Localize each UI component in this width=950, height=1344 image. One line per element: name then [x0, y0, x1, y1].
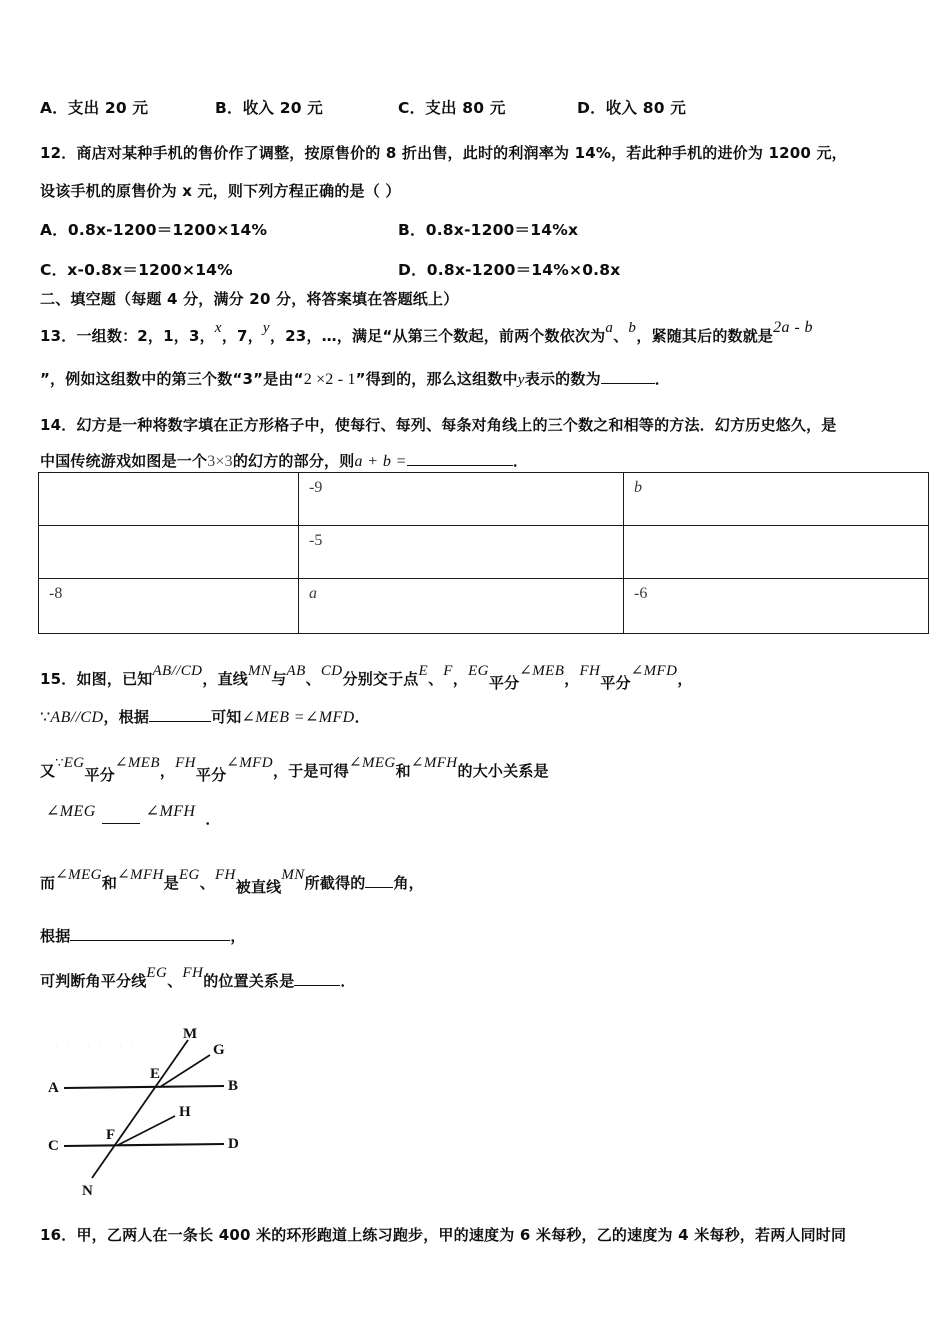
- q15-point-f: F: [443, 663, 453, 679]
- label-G: G: [213, 1042, 225, 1058]
- q15-text-10: 平分: [600, 674, 631, 692]
- q12-line-1: 12．商店对某种手机的售价作了调整，按原售价的 8 折出售，此时的利润率为 14%，若此种手机的进价为 1200 元，: [40, 144, 847, 162]
- q15-text-23: 而: [40, 874, 56, 892]
- q11-option-a-text: 支出 20 元: [67, 99, 149, 117]
- q15-fh-1: FH: [579, 663, 601, 679]
- q15-fh-4: FH: [182, 965, 204, 981]
- q13-line-1: [40, 319, 813, 346]
- q15-text-19: ，于是可得: [272, 762, 349, 780]
- q15-line-1: [40, 663, 693, 692]
- q15-text-28: 所截得的: [304, 874, 366, 892]
- q15-angle-mfh-1: ∠MFH: [410, 755, 458, 771]
- q15-text-35: ．: [340, 972, 356, 990]
- cell-r2c1[interactable]: [39, 526, 299, 579]
- q12-option-a-text: 0.8x‑1200＝1200×14%: [67, 221, 268, 239]
- q11-options-row: [40, 96, 920, 122]
- q15-ab-1: AB: [286, 663, 306, 679]
- section-2-heading: 二、填空题（每题 4 分，满分 20 分，将答案填在答题纸上）: [40, 290, 459, 308]
- q15-text-8: 平分: [488, 674, 520, 692]
- q13-formula-2a-b: 2a - b: [773, 319, 813, 336]
- q15-text-9: ，: [564, 670, 580, 688]
- q11-option-a[interactable]: [40, 96, 148, 118]
- label-M: M: [183, 1026, 198, 1042]
- line-mn: [92, 1040, 188, 1178]
- q15-point-e: E: [418, 663, 429, 679]
- q15-line-2: [40, 706, 370, 727]
- line-cd: [64, 1144, 224, 1146]
- q15-angle-meg-2: ∠MEG: [46, 803, 96, 820]
- q13-var-y-2: y: [517, 372, 525, 388]
- cell-r3c2[interactable]: a: [299, 579, 624, 634]
- geometry-figure: [40, 1018, 310, 1203]
- q11-option-d-text: 收入 80 元: [605, 99, 687, 117]
- q15-fh-3: FH: [214, 867, 236, 883]
- q15-line-4: [46, 800, 221, 828]
- q15-eg-4: EG: [146, 965, 168, 981]
- q15-text-32: 可判断角平分线: [40, 972, 147, 990]
- q11-option-b-text: 收入 20 元: [242, 99, 323, 117]
- q15-text-12: ，根据: [103, 708, 150, 726]
- q15-text-1: 15．如图，已知: [40, 670, 153, 688]
- q11-option-d[interactable]: [577, 96, 686, 118]
- q13-var-x: x: [214, 320, 222, 336]
- q15-text-15: 又: [40, 762, 56, 780]
- q15-blank-3[interactable]: [70, 927, 230, 941]
- q15-mn-1: MN: [248, 663, 272, 679]
- q13-text-3: ，23，…，满足“从第三个数起，前两个数依次为: [269, 327, 606, 345]
- q15-text-29: 角，: [393, 874, 424, 892]
- cell-r1c1[interactable]: [39, 473, 299, 526]
- q13-text-2: ，7，: [221, 327, 263, 345]
- q15-angle-meb-1: ∠MEB: [519, 663, 565, 679]
- q15-text-18: 平分: [195, 766, 227, 784]
- q13-formula-2x2-1: 2 ×2 - 1: [303, 371, 356, 388]
- q15-angle-meg-3: ∠MEG: [55, 867, 102, 883]
- q14-expr-a-plus-b: a + b =: [354, 453, 407, 470]
- cell-r3c1[interactable]: -8: [39, 579, 299, 634]
- label-H: H: [179, 1104, 191, 1120]
- q15-blank-relation[interactable]: [102, 810, 140, 824]
- q13-text-1: 13．一组数：2，1，3，: [40, 327, 215, 345]
- cell-r1c2[interactable]: -9: [299, 473, 624, 526]
- q15-text-5: 分别交于点: [342, 670, 419, 688]
- q15-line-5: [40, 867, 424, 896]
- line-ab: [64, 1086, 224, 1088]
- q11-option-c-label: C．: [398, 99, 426, 117]
- label-N: N: [82, 1183, 93, 1199]
- q12-option-d-label: D．: [398, 261, 427, 279]
- q12-option-c-text: x‑0.8x＝1200×14%: [67, 261, 233, 279]
- q15-text-22: ．: [205, 810, 221, 828]
- q14-text-2: 的幻方的部分，则: [232, 452, 355, 470]
- q12-option-b[interactable]: [398, 218, 578, 240]
- q14-line-2: [40, 450, 528, 471]
- q15-eg-1: EG: [468, 663, 489, 679]
- q15-text-16: 平分: [84, 766, 115, 784]
- q13-answer-blank[interactable]: [601, 370, 655, 384]
- cell-r2c2[interactable]: -5: [299, 526, 624, 579]
- q15-ab-cd-1: AB//CD: [152, 663, 203, 679]
- q15-text-3: 与: [271, 670, 287, 688]
- q15-eg-2: EG: [63, 755, 85, 771]
- q15-because-2: ∵: [55, 755, 64, 770]
- q13-text-8: ．: [654, 370, 670, 388]
- q15-text-27: 被直线: [235, 878, 282, 896]
- q13-var-a: a: [605, 320, 614, 336]
- q15-angle-mfh-2: ∠MFH: [145, 803, 196, 820]
- q12-option-b-text: 0.8x‑1200＝14%x: [425, 221, 579, 239]
- q11-option-b-label: B．: [215, 99, 243, 117]
- q11-option-d-label: D．: [577, 99, 606, 117]
- q15-cd-1: CD: [320, 663, 343, 679]
- q12-option-a[interactable]: [40, 218, 267, 240]
- q15-text-24: 和: [101, 874, 118, 892]
- q15-text-20: 和: [395, 762, 411, 780]
- label-E: E: [150, 1066, 161, 1082]
- q15-blank-1[interactable]: [149, 708, 211, 722]
- q15-angle-meb-2: ∠MEB: [114, 755, 160, 771]
- q12-option-c-label: C．: [40, 261, 68, 279]
- q14-line-1: 14．幻方是一种将数字填在正方形格子中，使每行、每列、每条对角线上的三个数之和相等的方法．幻方历史悠久，是: [40, 416, 837, 434]
- q12-options: [40, 218, 920, 288]
- q11-option-c[interactable]: [398, 96, 506, 118]
- q14-answer-blank[interactable]: [407, 452, 513, 466]
- q15-line-7: [40, 965, 356, 991]
- label-B: B: [228, 1078, 239, 1094]
- q15-mn-2: MN: [281, 867, 305, 883]
- q12-option-d[interactable]: [398, 258, 620, 280]
- q12-option-b-label: B．: [398, 221, 426, 239]
- cell-r1c3[interactable]: b: [624, 473, 929, 526]
- q15-blank-2[interactable]: [365, 874, 393, 888]
- magic-square-table: [38, 472, 929, 634]
- q15-because-1: ∵: [40, 709, 51, 726]
- cell-r3c3[interactable]: -6: [624, 579, 929, 634]
- q12-option-a-label: A．: [40, 221, 68, 239]
- q15-angle-meg-1: ∠MEG: [348, 755, 396, 771]
- q13-text-7: 表示的数为: [524, 370, 601, 388]
- q12-option-c[interactable]: [40, 258, 233, 280]
- label-D: D: [228, 1136, 239, 1152]
- q13-text-5: ”，例如这组数中的第三个数“3”是由“: [40, 370, 304, 388]
- q15-angle-mfd-1: ∠MFD: [630, 663, 678, 679]
- q16-line-1: 16．甲，乙两人在一条长 400 米的环形跑道上练习跑步，甲的速度为 6 米每秒，乙的速度为 4 米每秒，若两人同时同: [40, 1226, 847, 1244]
- q13-sep: 、: [613, 327, 629, 345]
- q11-option-b[interactable]: [215, 96, 323, 118]
- q15-ab-cd-2: AB//CD: [50, 709, 104, 726]
- q14-text-3: ．: [512, 452, 529, 470]
- q15-text-33: 、: [167, 972, 183, 990]
- q11-option-a-label: A．: [40, 99, 68, 117]
- label-F: F: [106, 1127, 116, 1143]
- q15-eg-3: EG: [178, 867, 200, 883]
- label-C: C: [48, 1138, 59, 1154]
- table-row: [39, 579, 929, 634]
- cell-r2c3[interactable]: [624, 526, 929, 579]
- q15-text-30: 根据: [40, 927, 71, 945]
- q15-text-31: ，: [230, 927, 246, 945]
- q15-text-11: ，: [677, 670, 693, 688]
- scan-watermark: · · · · · · · · ·: [44, 1040, 136, 1052]
- q15-text-6: 、: [428, 670, 444, 688]
- q15-fh-2: FH: [175, 755, 196, 771]
- q15-line-6: [40, 925, 246, 946]
- q13-text-4: ，紧随其后的数就是: [636, 327, 774, 345]
- q15-angle-mfh-3: ∠MFH: [117, 867, 164, 883]
- q14-text-1: 中国传统游戏如图是一个: [40, 452, 208, 470]
- q15-angle-eq-1: ∠MEB =∠MFD: [241, 709, 355, 726]
- q13-var-y: y: [262, 320, 270, 336]
- ray-fh: [118, 1116, 175, 1145]
- q14-expr-3x3: 3×3: [207, 453, 233, 470]
- q15-text-4: 、: [305, 670, 321, 688]
- q15-text-25: 是: [163, 874, 179, 892]
- q12-line-2: 设该手机的原售价为 x 元，则下列方程正确的是（ ）: [40, 182, 401, 200]
- q15-text-13: 可知: [211, 708, 242, 726]
- q15-text-7: ，: [452, 670, 469, 688]
- q15-line-3: [40, 755, 549, 784]
- q11-option-c-text: 支出 80 元: [425, 99, 506, 117]
- q13-line-2: [40, 368, 670, 389]
- q13-var-b: b: [628, 320, 637, 336]
- q12-option-d-text: 0.8x‑1200＝14%×0.8x: [426, 261, 621, 279]
- q15-text-2: ，直线: [202, 670, 248, 688]
- q15-text-26: 、: [199, 874, 215, 892]
- q13-text-6: ”得到的，那么这组数中: [355, 370, 518, 388]
- q15-text-34: 的位置关系是: [203, 972, 295, 990]
- table-row: [39, 526, 929, 579]
- label-A: A: [48, 1080, 59, 1096]
- q15-text-14: ．: [354, 708, 370, 726]
- q15-blank-4[interactable]: [294, 972, 340, 986]
- table-row: [39, 473, 929, 526]
- q15-text-17: ，: [159, 762, 176, 780]
- q15-angle-mfd-2: ∠MFD: [226, 755, 273, 771]
- q15-text-21: 的大小关系是: [457, 762, 549, 780]
